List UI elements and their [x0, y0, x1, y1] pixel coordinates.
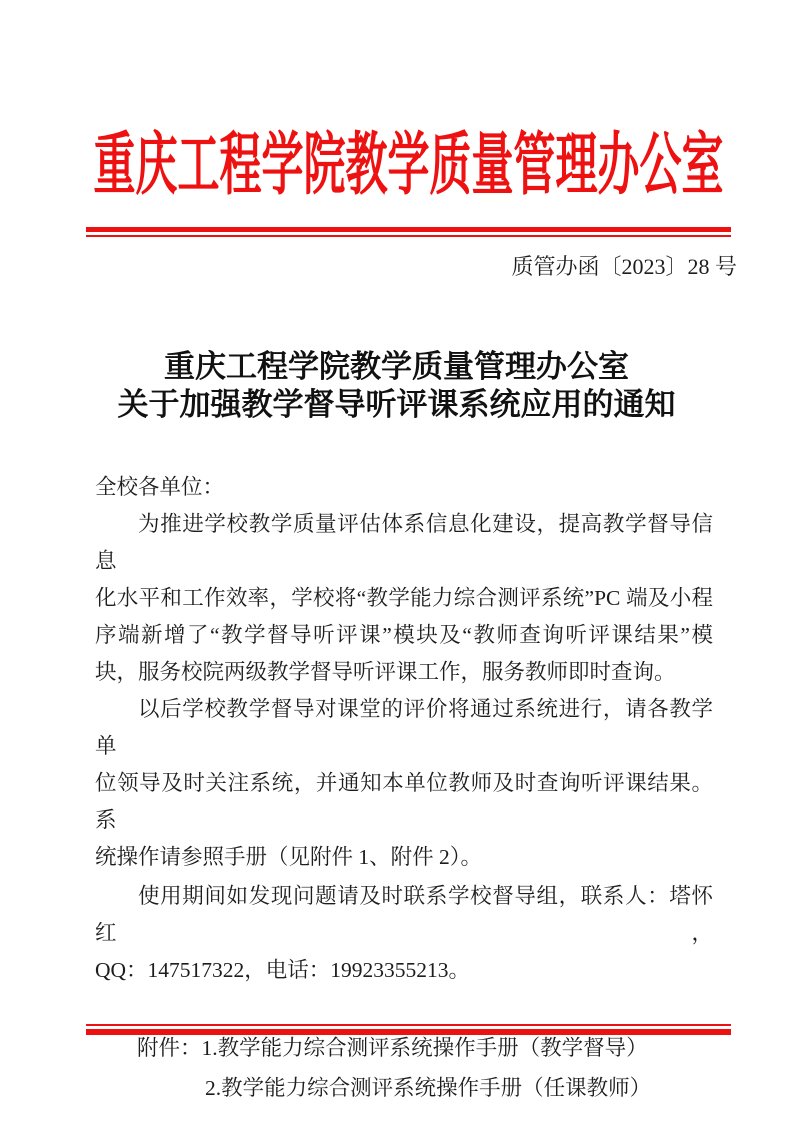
paragraph-1-line-3: 序端新增了“教学督导听评课”模块及“教师查询听评课结果”模	[95, 623, 713, 647]
paragraph-2-line-2: 位领导及时关注系统，并通知本单位教师及时查询听评课结果。系	[95, 771, 713, 832]
paragraph-3-line-1: 使用期间如发现问题请及时联系学校督导组，联系人：塔怀红，	[95, 884, 713, 945]
attachment-item-2-text: 2.教学能力综合测评系统操作手册（任课教师）	[205, 1076, 652, 1100]
salutation: 全校各单位：	[95, 475, 225, 499]
document-body	[95, 469, 713, 1108]
paragraph-1-line-4: 块，服务校院两级教学督导听评课工作，服务教师即时查询。	[95, 660, 676, 684]
paragraph-2-line-3: 统操作请参照手册（见附件 1、附件 2）。	[95, 845, 483, 869]
letterhead-title: 重庆工程学院教学质量管理办公室	[93, 129, 724, 205]
paragraph-1	[95, 506, 713, 691]
paragraph-2-line-1: 以后学校教学督导对课堂的评价将通过系统进行，请各教学单	[95, 697, 713, 758]
paragraph-1-line-1: 为推进学校教学质量评估体系信息化建设，提高教学督导信息	[95, 512, 713, 573]
paragraph-1-line-2: 化水平和工作效率，学校将“教学能力综合测评系统”PC 端及小程	[95, 586, 713, 610]
header-separator-thick-line	[86, 227, 731, 232]
document-title-line-2: 关于加强教学督导听评课系统应用的通知	[117, 387, 676, 422]
paragraph-3-line-2: QQ：147517322，电话：19923355213。	[95, 958, 471, 982]
attachments-list	[95, 1028, 713, 1108]
attachments-label: 附件：	[137, 1036, 202, 1060]
paragraph-2	[95, 691, 713, 876]
footer-separator-thick-line	[86, 1029, 731, 1035]
attachment-item-2	[95, 1068, 713, 1108]
attachment-item-1-text: 1.教学能力综合测评系统操作手册（教学督导）	[201, 1036, 648, 1060]
document-number: 质管办函〔2023〕28 号	[511, 254, 737, 279]
document-title-line-1: 重庆工程学院教学质量管理办公室	[164, 349, 629, 384]
footer-separator-thin-line	[86, 1024, 731, 1026]
document-title	[0, 348, 793, 424]
header-separator-thin-line	[86, 235, 731, 237]
paragraph-3	[95, 878, 713, 989]
